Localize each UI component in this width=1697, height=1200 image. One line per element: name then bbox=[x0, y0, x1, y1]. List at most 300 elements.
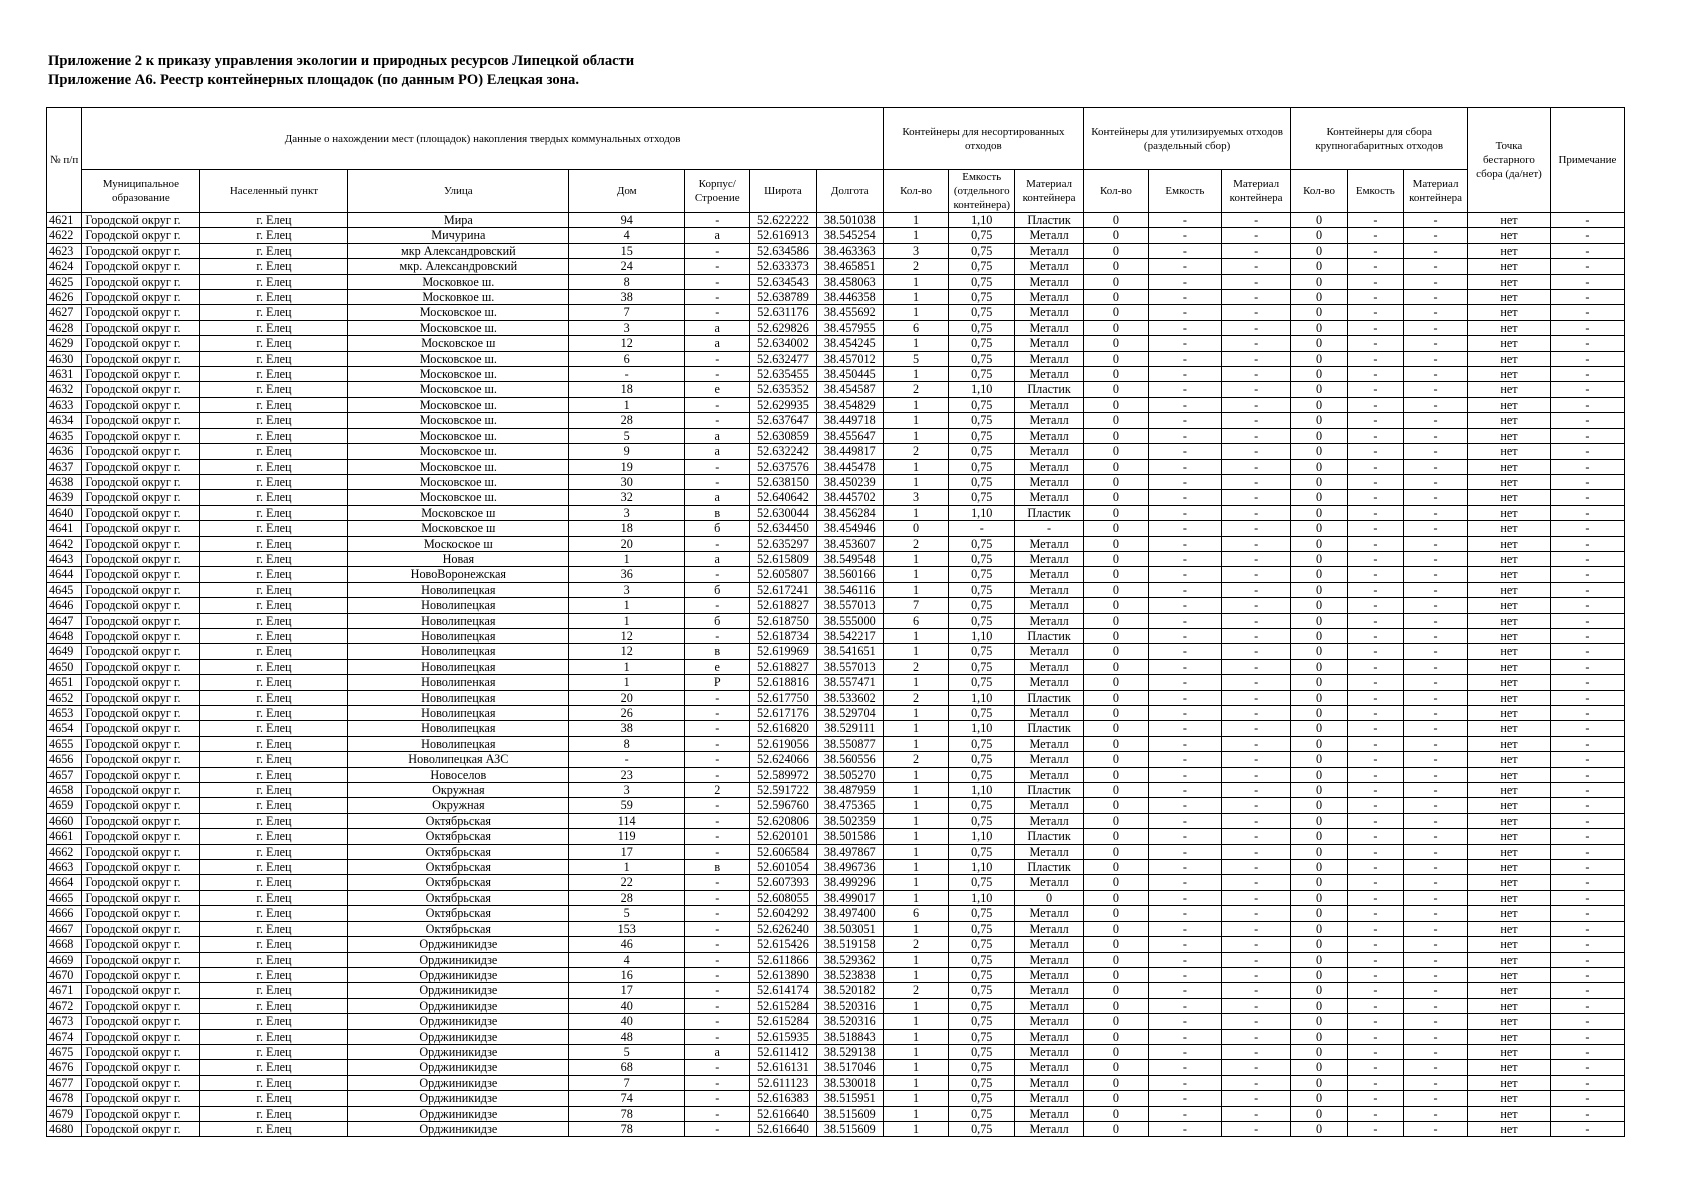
cell-unsorted-material: Металл bbox=[1015, 228, 1083, 243]
cell-municipality: Городской округ г. bbox=[82, 921, 200, 936]
cell-lat: 52.615809 bbox=[750, 551, 816, 566]
table-row bbox=[47, 459, 1625, 474]
cell-lon: 38.457012 bbox=[816, 351, 883, 366]
cell-settlement: г. Елец bbox=[200, 243, 348, 258]
cell-bulky-capacity: - bbox=[1347, 274, 1403, 289]
cell-municipality: Городской округ г. bbox=[82, 860, 200, 875]
cell-house: 3 bbox=[569, 582, 685, 597]
cell-recycle-count: 0 bbox=[1083, 767, 1148, 782]
cell-unsorted-capacity: 1,10 bbox=[949, 829, 1015, 844]
cell-unsorted-material: Металл bbox=[1015, 675, 1083, 690]
cell-house: 12 bbox=[569, 336, 685, 351]
cell-num: 4662 bbox=[47, 844, 82, 859]
cell-street: Орджиникидзе bbox=[348, 1060, 569, 1075]
cell-bagless: нет bbox=[1468, 1044, 1551, 1059]
cell-building: - bbox=[685, 906, 750, 921]
cell-street: Орджиникидзе bbox=[348, 1044, 569, 1059]
cell-lon: 38.505270 bbox=[816, 767, 883, 782]
cell-note: - bbox=[1550, 1029, 1624, 1044]
cell-bulky-capacity: - bbox=[1347, 844, 1403, 859]
cell-recycle-count: 0 bbox=[1083, 1044, 1148, 1059]
cell-lon: 38.523838 bbox=[816, 967, 883, 982]
cell-lon: 38.529111 bbox=[816, 721, 883, 736]
table-row bbox=[47, 1091, 1625, 1106]
cell-bulky-material: - bbox=[1404, 367, 1468, 382]
table-row bbox=[47, 875, 1625, 890]
cell-bulky-material: - bbox=[1404, 582, 1468, 597]
cell-num: 4678 bbox=[47, 1091, 82, 1106]
table-row bbox=[47, 474, 1625, 489]
cell-recycle-material: - bbox=[1221, 505, 1291, 520]
cell-bulky-material: - bbox=[1404, 921, 1468, 936]
cell-recycle-count: 0 bbox=[1083, 459, 1148, 474]
cell-settlement: г. Елец bbox=[200, 952, 348, 967]
cell-settlement: г. Елец bbox=[200, 320, 348, 335]
table-row bbox=[47, 721, 1625, 736]
cell-recycle-count: 0 bbox=[1083, 1014, 1148, 1029]
cell-lat: 52.615426 bbox=[750, 937, 816, 952]
cell-unsorted-count: 2 bbox=[883, 444, 948, 459]
cell-lat: 52.632242 bbox=[750, 444, 816, 459]
cell-building: - bbox=[685, 952, 750, 967]
table-row bbox=[47, 567, 1625, 582]
cell-settlement: г. Елец bbox=[200, 228, 348, 243]
cell-unsorted-material: Металл bbox=[1015, 428, 1083, 443]
cell-recycle-count: 0 bbox=[1083, 706, 1148, 721]
cell-lon: 38.545254 bbox=[816, 228, 883, 243]
cell-house: 30 bbox=[569, 474, 685, 489]
cell-lat: 52.611123 bbox=[750, 1075, 816, 1090]
cell-settlement: г. Елец bbox=[200, 521, 348, 536]
cell-num: 4649 bbox=[47, 644, 82, 659]
cell-unsorted-count: 1 bbox=[883, 721, 948, 736]
table-row bbox=[47, 967, 1625, 982]
cell-bulky-material: - bbox=[1404, 1044, 1468, 1059]
cell-bulky-count: 0 bbox=[1291, 1029, 1347, 1044]
table-row bbox=[47, 367, 1625, 382]
cell-building: а bbox=[685, 428, 750, 443]
cell-bulky-capacity: - bbox=[1347, 382, 1403, 397]
cell-bulky-count: 0 bbox=[1291, 243, 1347, 258]
cell-bagless: нет bbox=[1468, 798, 1551, 813]
cell-recycle-capacity: - bbox=[1148, 320, 1221, 335]
cell-unsorted-capacity: 1,10 bbox=[949, 505, 1015, 520]
cell-num: 4680 bbox=[47, 1121, 82, 1136]
cell-settlement: г. Елец bbox=[200, 505, 348, 520]
header-note: Примечание bbox=[1550, 108, 1624, 213]
cell-unsorted-count: 1 bbox=[883, 675, 948, 690]
cell-unsorted-material: Металл bbox=[1015, 875, 1083, 890]
cell-recycle-capacity: - bbox=[1148, 1091, 1221, 1106]
cell-recycle-count: 0 bbox=[1083, 829, 1148, 844]
cell-unsorted-count: 1 bbox=[883, 397, 948, 412]
cell-recycle-capacity: - bbox=[1148, 690, 1221, 705]
cell-num: 4631 bbox=[47, 367, 82, 382]
cell-bulky-capacity: - bbox=[1347, 706, 1403, 721]
cell-settlement: г. Елец bbox=[200, 752, 348, 767]
cell-unsorted-capacity: 1,10 bbox=[949, 628, 1015, 643]
cell-bulky-count: 0 bbox=[1291, 290, 1347, 305]
cell-municipality: Городской округ г. bbox=[82, 721, 200, 736]
cell-lat: 52.589972 bbox=[750, 767, 816, 782]
cell-bulky-material: - bbox=[1404, 336, 1468, 351]
cell-lat: 52.634586 bbox=[750, 243, 816, 258]
cell-house: 6 bbox=[569, 351, 685, 366]
cell-num: 4652 bbox=[47, 690, 82, 705]
cell-unsorted-count: 1 bbox=[883, 413, 948, 428]
cell-num: 4664 bbox=[47, 875, 82, 890]
cell-unsorted-material: Металл bbox=[1015, 351, 1083, 366]
cell-unsorted-material: Металл bbox=[1015, 906, 1083, 921]
cell-municipality: Городской округ г. bbox=[82, 675, 200, 690]
cell-bulky-material: - bbox=[1404, 351, 1468, 366]
cell-recycle-material: - bbox=[1221, 397, 1291, 412]
cell-bulky-material: - bbox=[1404, 752, 1468, 767]
cell-building: - bbox=[685, 598, 750, 613]
cell-recycle-count: 0 bbox=[1083, 444, 1148, 459]
cell-street: Октябрьская bbox=[348, 813, 569, 828]
cell-settlement: г. Елец bbox=[200, 1014, 348, 1029]
cell-street: мкр Александровский bbox=[348, 243, 569, 258]
cell-unsorted-capacity: 1,10 bbox=[949, 721, 1015, 736]
cell-unsorted-capacity: 1,10 bbox=[949, 783, 1015, 798]
cell-settlement: г. Елец bbox=[200, 1091, 348, 1106]
cell-building: а bbox=[685, 320, 750, 335]
cell-bulky-capacity: - bbox=[1347, 659, 1403, 674]
cell-note: - bbox=[1550, 444, 1624, 459]
cell-recycle-material: - bbox=[1221, 613, 1291, 628]
cell-unsorted-material: Металл bbox=[1015, 397, 1083, 412]
cell-lat: 52.629935 bbox=[750, 397, 816, 412]
cell-recycle-capacity: - bbox=[1148, 829, 1221, 844]
cell-lon: 38.453607 bbox=[816, 536, 883, 551]
cell-unsorted-material: Металл bbox=[1015, 1121, 1083, 1136]
cell-house: 5 bbox=[569, 1044, 685, 1059]
cell-bulky-capacity: - bbox=[1347, 551, 1403, 566]
cell-unsorted-count: 3 bbox=[883, 490, 948, 505]
cell-street: Октябрьская bbox=[348, 906, 569, 921]
cell-settlement: г. Елец bbox=[200, 998, 348, 1013]
cell-recycle-count: 0 bbox=[1083, 243, 1148, 258]
cell-house: 94 bbox=[569, 213, 685, 228]
cell-bulky-count: 0 bbox=[1291, 1044, 1347, 1059]
cell-num: 4660 bbox=[47, 813, 82, 828]
cell-num: 4671 bbox=[47, 983, 82, 998]
cell-bagless: нет bbox=[1468, 752, 1551, 767]
cell-num: 4638 bbox=[47, 474, 82, 489]
cell-municipality: Городской округ г. bbox=[82, 367, 200, 382]
cell-recycle-material: - bbox=[1221, 536, 1291, 551]
header-building: Корпус/ Строение bbox=[685, 170, 750, 213]
table-row bbox=[47, 259, 1625, 274]
cell-recycle-material: - bbox=[1221, 783, 1291, 798]
cell-bagless: нет bbox=[1468, 875, 1551, 890]
cell-recycle-count: 0 bbox=[1083, 536, 1148, 551]
cell-unsorted-count: 1 bbox=[883, 228, 948, 243]
cell-house: 119 bbox=[569, 829, 685, 844]
cell-note: - bbox=[1550, 1121, 1624, 1136]
cell-unsorted-count: 1 bbox=[883, 767, 948, 782]
cell-recycle-count: 0 bbox=[1083, 274, 1148, 289]
cell-house: 20 bbox=[569, 536, 685, 551]
cell-recycle-capacity: - bbox=[1148, 706, 1221, 721]
cell-bulky-capacity: - bbox=[1347, 1106, 1403, 1121]
cell-lat: 52.629826 bbox=[750, 320, 816, 335]
cell-recycle-count: 0 bbox=[1083, 336, 1148, 351]
cell-street: Новая bbox=[348, 551, 569, 566]
cell-recycle-count: 0 bbox=[1083, 397, 1148, 412]
cell-lat: 52.619969 bbox=[750, 644, 816, 659]
cell-recycle-count: 0 bbox=[1083, 736, 1148, 751]
cell-recycle-capacity: - bbox=[1148, 752, 1221, 767]
cell-recycle-material: - bbox=[1221, 937, 1291, 952]
cell-bagless: нет bbox=[1468, 675, 1551, 690]
cell-bulky-capacity: - bbox=[1347, 1044, 1403, 1059]
cell-lat: 52.638789 bbox=[750, 290, 816, 305]
cell-recycle-material: - bbox=[1221, 813, 1291, 828]
cell-unsorted-capacity: 0,75 bbox=[949, 967, 1015, 982]
cell-bulky-capacity: - bbox=[1347, 1091, 1403, 1106]
cell-settlement: г. Елец bbox=[200, 290, 348, 305]
cell-bulky-capacity: - bbox=[1347, 860, 1403, 875]
cell-bulky-count: 0 bbox=[1291, 1060, 1347, 1075]
cell-bulky-material: - bbox=[1404, 1029, 1468, 1044]
table-row bbox=[47, 829, 1625, 844]
cell-unsorted-material: Металл bbox=[1015, 659, 1083, 674]
cell-lon: 38.520316 bbox=[816, 998, 883, 1013]
cell-recycle-count: 0 bbox=[1083, 582, 1148, 597]
cell-municipality: Городской округ г. bbox=[82, 1121, 200, 1136]
cell-note: - bbox=[1550, 983, 1624, 998]
cell-recycle-capacity: - bbox=[1148, 721, 1221, 736]
cell-unsorted-material: Металл bbox=[1015, 613, 1083, 628]
cell-unsorted-count: 6 bbox=[883, 320, 948, 335]
cell-lon: 38.445478 bbox=[816, 459, 883, 474]
cell-recycle-capacity: - bbox=[1148, 736, 1221, 751]
cell-bagless: нет bbox=[1468, 336, 1551, 351]
table-row bbox=[47, 320, 1625, 335]
cell-unsorted-material: Пластик bbox=[1015, 213, 1083, 228]
cell-recycle-count: 0 bbox=[1083, 752, 1148, 767]
cell-num: 4666 bbox=[47, 906, 82, 921]
cell-building: - bbox=[685, 567, 750, 582]
cell-bagless: нет bbox=[1468, 690, 1551, 705]
cell-unsorted-material: Металл bbox=[1015, 336, 1083, 351]
cell-bulky-capacity: - bbox=[1347, 413, 1403, 428]
cell-recycle-material: - bbox=[1221, 721, 1291, 736]
cell-municipality: Городской округ г. bbox=[82, 798, 200, 813]
cell-recycle-capacity: - bbox=[1148, 906, 1221, 921]
cell-lon: 38.530018 bbox=[816, 1075, 883, 1090]
cell-note: - bbox=[1550, 998, 1624, 1013]
cell-house: 22 bbox=[569, 875, 685, 890]
cell-unsorted-capacity: 0,75 bbox=[949, 767, 1015, 782]
cell-street: Орджиникидзе bbox=[348, 967, 569, 982]
cell-bulky-count: 0 bbox=[1291, 798, 1347, 813]
cell-recycle-material: - bbox=[1221, 644, 1291, 659]
cell-street: Москоское ш bbox=[348, 536, 569, 551]
cell-unsorted-capacity: 0,75 bbox=[949, 1121, 1015, 1136]
cell-settlement: г. Елец bbox=[200, 860, 348, 875]
cell-num: 4674 bbox=[47, 1029, 82, 1044]
cell-unsorted-count: 2 bbox=[883, 259, 948, 274]
cell-recycle-count: 0 bbox=[1083, 505, 1148, 520]
cell-building: - bbox=[685, 813, 750, 828]
cell-lon: 38.555000 bbox=[816, 613, 883, 628]
cell-note: - bbox=[1550, 798, 1624, 813]
cell-street: Новолипенкая bbox=[348, 675, 569, 690]
cell-house: 28 bbox=[569, 413, 685, 428]
header-bulky-capacity: Емкость bbox=[1347, 170, 1403, 213]
cell-num: 4679 bbox=[47, 1106, 82, 1121]
cell-building: - bbox=[685, 983, 750, 998]
cell-settlement: г. Елец bbox=[200, 1106, 348, 1121]
cell-bulky-material: - bbox=[1404, 459, 1468, 474]
cell-street: Орджиникидзе bbox=[348, 1091, 569, 1106]
cell-bulky-capacity: - bbox=[1347, 213, 1403, 228]
cell-unsorted-count: 1 bbox=[883, 1014, 948, 1029]
cell-building: - bbox=[685, 706, 750, 721]
cell-lat: 52.622222 bbox=[750, 213, 816, 228]
cell-municipality: Городской округ г. bbox=[82, 983, 200, 998]
cell-bagless: нет bbox=[1468, 829, 1551, 844]
cell-bulky-material: - bbox=[1404, 382, 1468, 397]
cell-municipality: Городской округ г. bbox=[82, 767, 200, 782]
cell-recycle-material: - bbox=[1221, 382, 1291, 397]
header-lon: Долгота bbox=[816, 170, 883, 213]
cell-bulky-material: - bbox=[1404, 613, 1468, 628]
cell-house: 5 bbox=[569, 428, 685, 443]
cell-unsorted-capacity: 0,75 bbox=[949, 983, 1015, 998]
cell-unsorted-capacity: 0,75 bbox=[949, 752, 1015, 767]
cell-recycle-capacity: - bbox=[1148, 305, 1221, 320]
cell-unsorted-material: Металл bbox=[1015, 259, 1083, 274]
cell-unsorted-capacity: 0,75 bbox=[949, 551, 1015, 566]
cell-unsorted-material: Металл bbox=[1015, 1014, 1083, 1029]
cell-unsorted-capacity: - bbox=[949, 521, 1015, 536]
cell-bagless: нет bbox=[1468, 1106, 1551, 1121]
table-row bbox=[47, 521, 1625, 536]
cell-unsorted-material: Металл bbox=[1015, 305, 1083, 320]
cell-bulky-material: - bbox=[1404, 1106, 1468, 1121]
cell-unsorted-count: 1 bbox=[883, 505, 948, 520]
cell-unsorted-material: Металл bbox=[1015, 983, 1083, 998]
cell-note: - bbox=[1550, 567, 1624, 582]
cell-bagless: нет bbox=[1468, 444, 1551, 459]
cell-building: - bbox=[685, 259, 750, 274]
cell-recycle-material: - bbox=[1221, 921, 1291, 936]
cell-recycle-material: - bbox=[1221, 860, 1291, 875]
cell-bulky-capacity: - bbox=[1347, 613, 1403, 628]
cell-unsorted-capacity: 1,10 bbox=[949, 213, 1015, 228]
cell-unsorted-material: Металл bbox=[1015, 444, 1083, 459]
cell-bulky-count: 0 bbox=[1291, 1091, 1347, 1106]
cell-street: Московское ш. bbox=[348, 351, 569, 366]
cell-note: - bbox=[1550, 1106, 1624, 1121]
cell-recycle-material: - bbox=[1221, 1106, 1291, 1121]
cell-street: Московское ш bbox=[348, 505, 569, 520]
table-row bbox=[47, 551, 1625, 566]
cell-bulky-material: - bbox=[1404, 706, 1468, 721]
cell-recycle-capacity: - bbox=[1148, 567, 1221, 582]
cell-bulky-material: - bbox=[1404, 937, 1468, 952]
cell-unsorted-material: Металл bbox=[1015, 937, 1083, 952]
cell-street: Орджиникидзе bbox=[348, 1075, 569, 1090]
cell-bulky-material: - bbox=[1404, 628, 1468, 643]
cell-settlement: г. Елец bbox=[200, 937, 348, 952]
cell-lat: 52.617176 bbox=[750, 706, 816, 721]
cell-note: - bbox=[1550, 290, 1624, 305]
cell-lon: 38.450445 bbox=[816, 367, 883, 382]
header-lat: Широта bbox=[750, 170, 816, 213]
cell-settlement: г. Елец bbox=[200, 644, 348, 659]
cell-building: - bbox=[685, 1106, 750, 1121]
cell-lon: 38.450239 bbox=[816, 474, 883, 489]
cell-unsorted-capacity: 0,75 bbox=[949, 567, 1015, 582]
cell-street: Московское ш. bbox=[348, 428, 569, 443]
cell-street: Московкое ш. bbox=[348, 274, 569, 289]
cell-settlement: г. Елец bbox=[200, 675, 348, 690]
cell-note: - bbox=[1550, 829, 1624, 844]
cell-unsorted-count: 6 bbox=[883, 906, 948, 921]
cell-street: Новолипецкая bbox=[348, 706, 569, 721]
cell-municipality: Городской округ г. bbox=[82, 1029, 200, 1044]
cell-street: Новолипецкая АЗС bbox=[348, 752, 569, 767]
cell-bulky-count: 0 bbox=[1291, 829, 1347, 844]
table-row bbox=[47, 783, 1625, 798]
cell-recycle-capacity: - bbox=[1148, 351, 1221, 366]
cell-note: - bbox=[1550, 336, 1624, 351]
cell-house: 78 bbox=[569, 1121, 685, 1136]
cell-building: - bbox=[685, 767, 750, 782]
cell-street: Новолипецкая bbox=[348, 582, 569, 597]
table-row bbox=[47, 798, 1625, 813]
cell-bulky-count: 0 bbox=[1291, 521, 1347, 536]
cell-street: Московское ш. bbox=[348, 444, 569, 459]
cell-recycle-material: - bbox=[1221, 336, 1291, 351]
cell-lat: 52.630044 bbox=[750, 505, 816, 520]
cell-municipality: Городской округ г. bbox=[82, 752, 200, 767]
cell-lon: 38.501038 bbox=[816, 213, 883, 228]
cell-lon: 38.454829 bbox=[816, 397, 883, 412]
cell-house: 4 bbox=[569, 228, 685, 243]
cell-recycle-material: - bbox=[1221, 906, 1291, 921]
cell-building: - bbox=[685, 937, 750, 952]
cell-lon: 38.475365 bbox=[816, 798, 883, 813]
cell-lat: 52.618734 bbox=[750, 628, 816, 643]
cell-unsorted-count: 2 bbox=[883, 536, 948, 551]
cell-bulky-capacity: - bbox=[1347, 305, 1403, 320]
cell-building: - bbox=[685, 998, 750, 1013]
table-row bbox=[47, 736, 1625, 751]
cell-bulky-count: 0 bbox=[1291, 783, 1347, 798]
cell-house: 23 bbox=[569, 767, 685, 782]
cell-building: б bbox=[685, 582, 750, 597]
cell-building: - bbox=[685, 875, 750, 890]
cell-recycle-material: - bbox=[1221, 844, 1291, 859]
cell-house: 1 bbox=[569, 551, 685, 566]
cell-recycle-count: 0 bbox=[1083, 1060, 1148, 1075]
cell-bulky-material: - bbox=[1404, 1060, 1468, 1075]
cell-unsorted-material: Металл bbox=[1015, 598, 1083, 613]
cell-house: 5 bbox=[569, 906, 685, 921]
table-row bbox=[47, 1075, 1625, 1090]
cell-lat: 52.630859 bbox=[750, 428, 816, 443]
cell-lat: 52.616640 bbox=[750, 1106, 816, 1121]
cell-house: 1 bbox=[569, 613, 685, 628]
cell-unsorted-capacity: 0,75 bbox=[949, 397, 1015, 412]
cell-lat: 52.601054 bbox=[750, 860, 816, 875]
